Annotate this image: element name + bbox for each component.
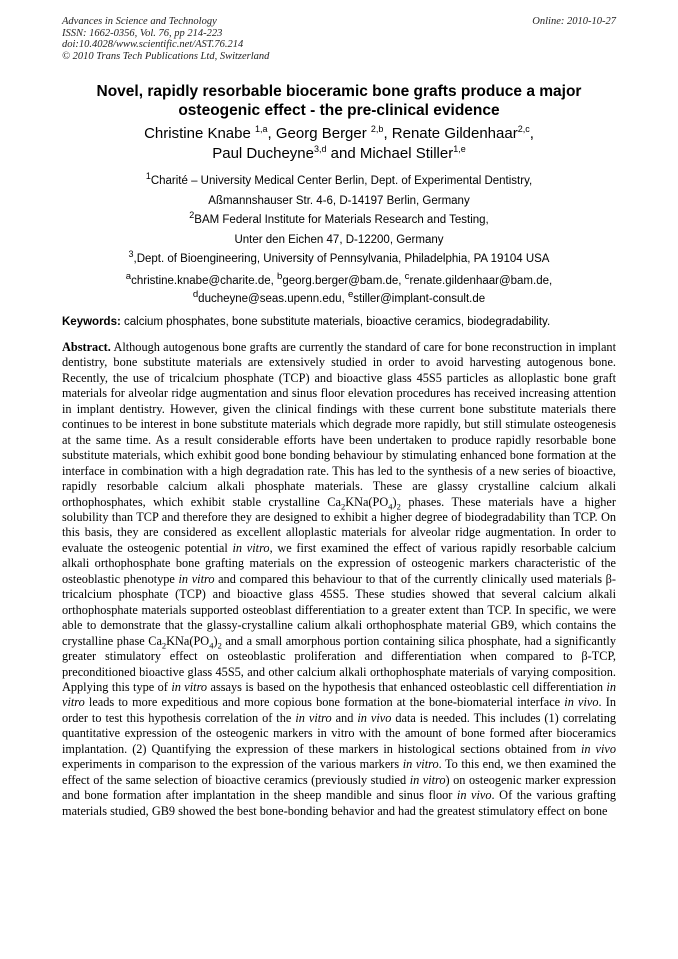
author-affil-sup: 2,b — [370, 124, 384, 134]
formula-text: ) — [213, 633, 218, 648]
abstract-italic: in vitro — [402, 757, 439, 772]
author-affil-sup: 1,a — [255, 124, 268, 134]
email-link[interactable]: georg.berger@bam.de, — [282, 274, 402, 287]
affiliation-text: Charité – University Medical Center Berlin, Dept. of Experimental Dentistry, — [150, 175, 533, 187]
author-name: Georg Berger — [275, 125, 367, 142]
formula-sub: 4 — [209, 640, 214, 651]
author-conjunction: and — [330, 145, 356, 162]
email-sup: c — [404, 271, 410, 282]
formula-sub: 2 — [396, 500, 401, 511]
abstract-text: and — [331, 710, 358, 725]
author-affil-sup: 2,c — [517, 124, 530, 134]
author-list: Christine Knabe $^{1,a}$, Georg Berger $^{2,b}$, Renate Gildenhaar$^{2,c}$, Paul Ducheyne$^{3,d}$ and Michael Stiller$^{1,e}$ — [144, 124, 534, 162]
abstract-text: leads to more expeditious and more copious bone formation at the bone-biomaterial interface — [84, 695, 565, 710]
email-link[interactable]: christine.knabe@charite.de, — [131, 274, 274, 287]
formula-sub: 4 — [388, 500, 393, 511]
journal-name: Advances in Science and Technology — [62, 16, 217, 27]
affiliation-sup: 2 — [189, 210, 195, 221]
abstract-text: . To this end, we then examined the effect of the same selection of bioactive ceramics (previously studied — [62, 757, 616, 787]
affiliations — [60, 172, 618, 270]
abstract-text: , we first examined the effect of various rapidly resorbable calcium alkali orthophosphate bone grafting materials on the expression of osteogenic markers characteristic of the osteoblastic phenotype — [62, 540, 616, 586]
abstract-italic: in vitro — [232, 540, 270, 555]
author-affil-sup: 3,d — [313, 144, 327, 154]
abstract-italic: in vitro — [295, 710, 332, 725]
email-link[interactable]: renate.gildenhaar@bam.de, — [409, 274, 553, 287]
journal-copyright: © 2010 Trans Tech Publications Ltd, Switzerland — [62, 50, 270, 62]
online-date: Online: 2010-10-27 — [532, 16, 616, 27]
affiliation-line: Unter den Eichen 47, D-12200, Germany — [234, 233, 444, 246]
affiliation-sup: 3 — [128, 249, 134, 260]
abstract-italic: in vivo — [580, 741, 616, 756]
abstract-text: data is needed. This includes (1) correlating quantitative expression of the osteogenic markers in vitro with the amount of bone formed after bioceramics implantation. (2) Quantifying the expression of these markers in histological sections obtained from — [62, 710, 617, 756]
abstract-text: and a small amorphous portion containing silica phosphate, had a significantly greater stimulatory effect on osteoblastic proliferation and differentiation when compared to β-TCP, preconditioned bioactive glass 45S5, and other calcium alkali orthophosphate materials of varying composition. Applying this type of — [62, 633, 616, 694]
abstract-text: . In order to test this hypothesis correlation of the — [62, 695, 616, 725]
formula-sub: 2 — [217, 640, 222, 651]
abstract-text: . Of the various grafting materials studied, GB9 showed the best bone-bonding behavior and had the greatest stimulatory effect on bone — [62, 788, 617, 818]
email-link[interactable]: ducheyne@seas.upenn.edu, — [198, 293, 345, 306]
affiliation-line: Aßmannshauser Str. 4-6, D-14197 Berlin, Germany — [208, 194, 470, 207]
journal-header — [62, 16, 269, 62]
author-affil-sup: 1,e — [453, 144, 466, 154]
abstract-label: Abstract. — [62, 340, 111, 354]
abstract-italic: in vitro — [62, 679, 616, 710]
author-name: Paul Ducheyne — [212, 145, 314, 162]
formula-sub: 2 — [161, 640, 167, 651]
email-sup: a — [125, 271, 132, 282]
author-name: Michael Stiller — [359, 145, 454, 162]
formula-text: ) — [392, 494, 397, 509]
abstract-italic: in vivo — [357, 710, 392, 725]
affiliation-line — [60, 211, 618, 231]
keywords — [62, 315, 618, 330]
affiliation-text: BAM Federal Institute for Materials Research and Testing, — [194, 214, 489, 226]
abstract-text: phases. These materials have a higher solubility than TCP and therefore they are designed to exhibit a higher degree of biodegradability than TCP. On this basis, they are considered as excellent alloplastic materials for alveolar ridge augmentation. In order to evaluate the osteogenic potential — [62, 494, 616, 555]
email-link[interactable]: stiller@implant-consult.de — [353, 293, 486, 306]
author-name: Renate Gildenhaar — [391, 125, 518, 142]
formula-text: KNa(PO — [166, 633, 210, 648]
affiliation-line — [60, 250, 618, 270]
abstract-text: experiments in comparison to the expression of the various markers — [62, 757, 403, 772]
email-sup: b — [277, 271, 283, 282]
author-name: Christine Knabe — [144, 125, 251, 142]
author-emails — [60, 270, 618, 307]
affiliation-line — [60, 172, 618, 192]
abstract-italic: in vitro — [171, 679, 208, 694]
abstract — [62, 340, 616, 819]
journal-issn: ISSN: 1662-0356, Vol. 76, pp 214-223 — [62, 27, 223, 39]
formula-text: KNa(PO — [345, 494, 389, 509]
abstract-text: and compared this behaviour to that of the currently clinically used materials β-tricalcium phosphate (TCP) and bioactive glass 45S5. These studies showed that several calcium alkali orthophosphate materials supported osteoblast differentiation to a greater extent than TCP. In specific, we were able to demonstrate that the glassy-crystalline calium alkali orthophosphate material GB9, which contains the crystalline phase Ca — [62, 571, 616, 648]
abstract-text: assays is based on the hypothesis that enhanced osteoblastic cell differentiation — [207, 679, 607, 694]
abstract-italic: in vitro — [409, 772, 446, 787]
journal-doi: doi:10.4028/www.scientific.net/AST.76.214 — [62, 39, 244, 50]
keywords-label: Keywords: — [62, 316, 121, 328]
abstract-text: ) on osteogenic marker expression and bone formation after implantation in the sheep mandible and sinus floor — [62, 772, 616, 803]
email-sup: d — [192, 289, 199, 301]
affiliation-text: ,Dept. of Bioengineering, University of Pennsylvania, Philadelphia, PA 19104 USA — [133, 253, 550, 265]
abstract-italic: in vivo — [456, 788, 492, 803]
abstract-italic: in vivo — [564, 695, 599, 710]
abstract-text: Although autogenous bone grafts are currently the standard of care for bone reconstruction in implant dentistry, bone substitute materials are extensively studied in order to avoid harvesting autogenous bone. Recently, the use of tricalcium phosphate (TCP) and bioactive glass 45S5 particles as alloplastic bone graft materials for alveolar ridge augmentation and sinus floor elevation procedures has received increasing attention in implant dentistry. However, given the clinical findings with these current bone substitute materials there continues to be interest in bone substitute materials which degrade more rapidly, but still stimulate osteogenesis at the same time. As a result considerable efforts have been undertaken to produce rapidly resorbable bone substitute materials, which exhibit good bone bonding behaviour by stimulating enhanced bone formation at the interface in combination with a high degradation rate. This has led to the synthesis of a new series of bioactive, rapidly resorbable calcium alkali phosphate materials. These are glassy crystalline calcium alkali orthophosphates, which exhibit stable crystalline Ca — [62, 340, 616, 509]
email-sup: e — [347, 289, 354, 301]
formula-sub: 2 — [340, 500, 346, 511]
affiliation-sup: 1 — [145, 171, 151, 182]
keywords-text: calcium phosphates, bone substitute materials, bioactive ceramics, biodegradability. — [124, 316, 551, 328]
paper-title: Novel, rapidly resorbable bioceramic bone grafts produce a major osteogenic effect - the pre-clinical evidence — [96, 83, 582, 119]
abstract-italic: in vitro — [178, 571, 215, 586]
